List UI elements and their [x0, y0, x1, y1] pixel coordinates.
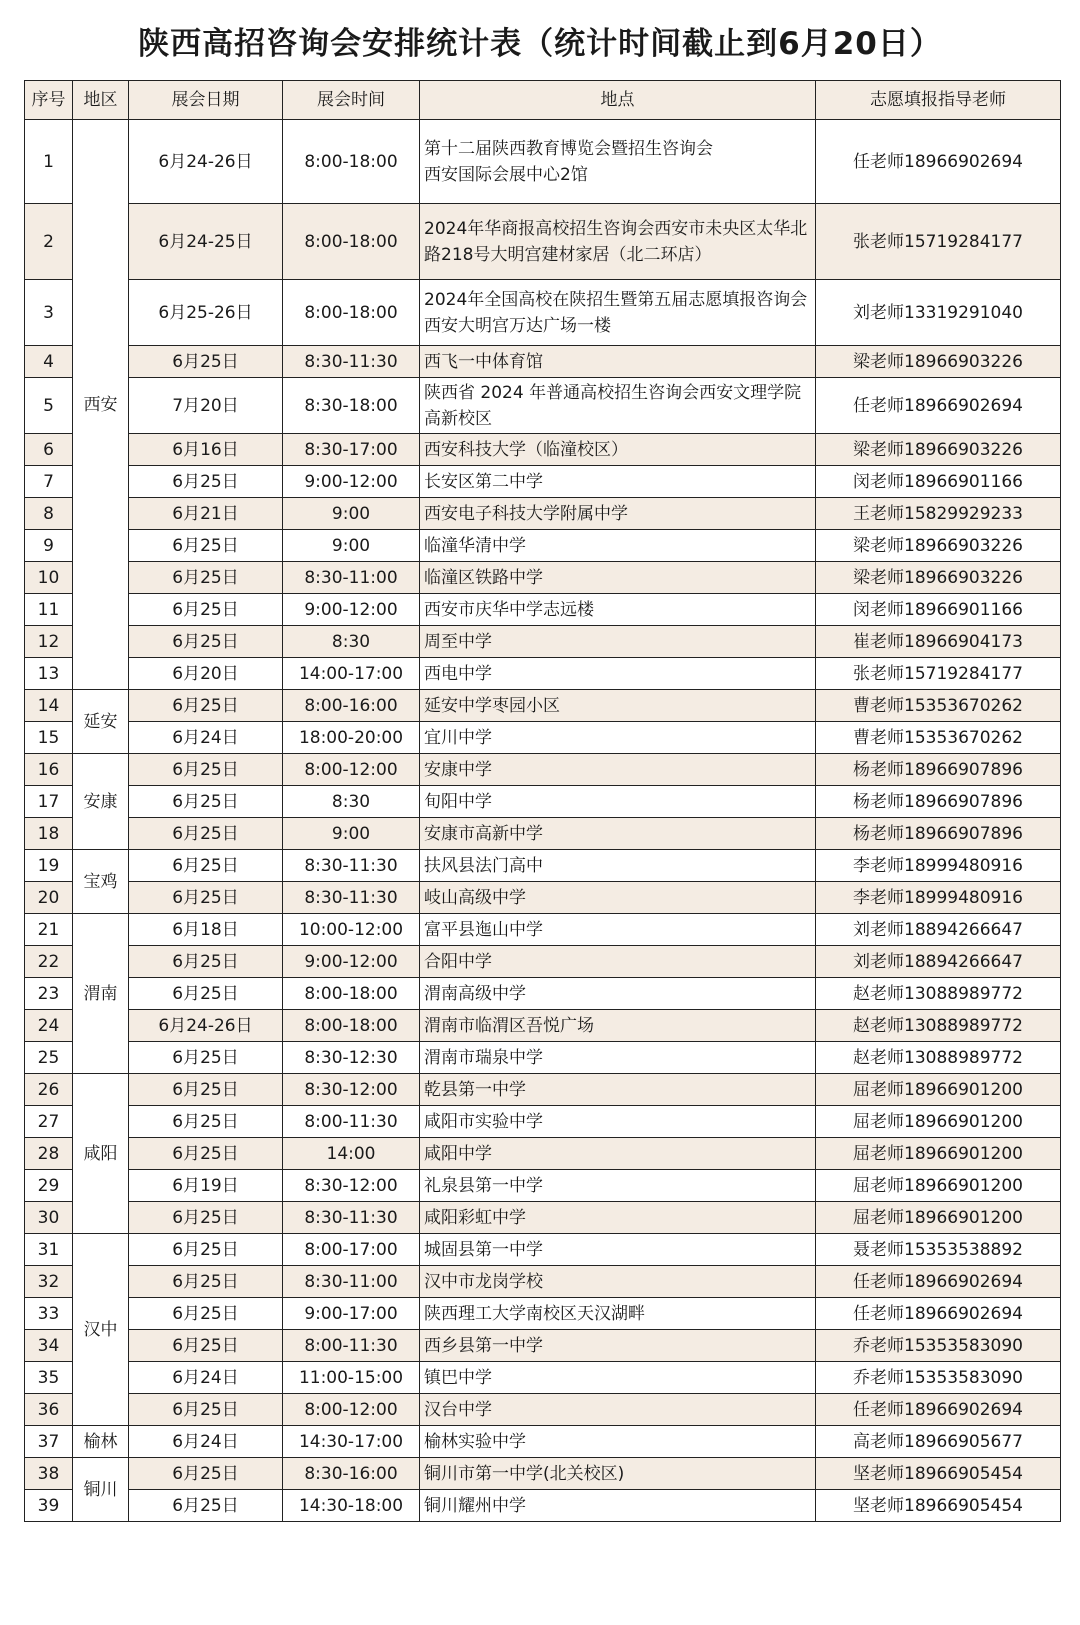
- row-number-cell: 26: [25, 1074, 73, 1106]
- date-cell: 6月24日: [129, 1362, 283, 1394]
- header-no: 序号: [25, 81, 73, 120]
- header-date: 展会日期: [129, 81, 283, 120]
- table-row: [25, 1010, 1061, 1042]
- date-cell: 6月25日: [129, 946, 283, 978]
- teacher-cell: 刘老师18894266647: [816, 946, 1061, 978]
- date-cell: 6月25日: [129, 1490, 283, 1522]
- teacher-cell: 杨老师18966907896: [816, 754, 1061, 786]
- location-cell: 渭南市瑞泉中学: [420, 1042, 816, 1074]
- row-number-cell: 20: [25, 882, 73, 914]
- teacher-cell: 张老师15719284177: [816, 204, 1061, 280]
- table-row: [25, 594, 1061, 626]
- date-cell: 6月25日: [129, 754, 283, 786]
- time-cell: 8:00-18:00: [283, 280, 420, 346]
- teacher-cell: 赵老师13088989772: [816, 1010, 1061, 1042]
- location-cell: 汉中市龙岗学校: [420, 1266, 816, 1298]
- header-row: [25, 81, 1061, 120]
- row-number-cell: 15: [25, 722, 73, 754]
- teacher-cell: 任老师18966902694: [816, 1394, 1061, 1426]
- table-row: [25, 850, 1061, 882]
- table-body: [25, 120, 1061, 1522]
- row-number-cell: 29: [25, 1170, 73, 1202]
- time-cell: 18:00-20:00: [283, 722, 420, 754]
- table-row: [25, 722, 1061, 754]
- teacher-cell: 梁老师18966903226: [816, 562, 1061, 594]
- teacher-cell: 刘老师13319291040: [816, 280, 1061, 346]
- time-cell: 8:00-12:00: [283, 754, 420, 786]
- row-number-cell: 32: [25, 1266, 73, 1298]
- row-number-cell: 8: [25, 498, 73, 530]
- location-cell: 扶风县法门高中: [420, 850, 816, 882]
- time-cell: 9:00-17:00: [283, 1298, 420, 1330]
- location-cell: 合阳中学: [420, 946, 816, 978]
- time-cell: 11:00-15:00: [283, 1362, 420, 1394]
- teacher-cell: 王老师15829929233: [816, 498, 1061, 530]
- time-cell: 8:30-11:30: [283, 346, 420, 378]
- location-cell: 周至中学: [420, 626, 816, 658]
- row-number-cell: 6: [25, 434, 73, 466]
- date-cell: 6月25日: [129, 1330, 283, 1362]
- region-cell: 汉中: [73, 1234, 129, 1426]
- teacher-cell: 坚老师18966905454: [816, 1458, 1061, 1490]
- location-cell: 长安区第二中学: [420, 466, 816, 498]
- row-number-cell: 13: [25, 658, 73, 690]
- time-cell: 8:30-11:30: [283, 882, 420, 914]
- teacher-cell: 李老师18999480916: [816, 882, 1061, 914]
- date-cell: 6月24-26日: [129, 1010, 283, 1042]
- location-cell: 咸阳彩虹中学: [420, 1202, 816, 1234]
- location-cell: 铜川耀州中学: [420, 1490, 816, 1522]
- table-row: [25, 658, 1061, 690]
- location-cell: 宜川中学: [420, 722, 816, 754]
- row-number-cell: 38: [25, 1458, 73, 1490]
- date-cell: 6月25日: [129, 626, 283, 658]
- teacher-cell: 赵老师13088989772: [816, 978, 1061, 1010]
- table-row: [25, 1106, 1061, 1138]
- time-cell: 9:00: [283, 818, 420, 850]
- date-cell: 6月25日: [129, 1266, 283, 1298]
- time-cell: 8:00-18:00: [283, 120, 420, 204]
- location-cell: 旬阳中学: [420, 786, 816, 818]
- header-region: 地区: [73, 81, 129, 120]
- location-cell: 2024年全国高校在陕招生暨第五届志愿填报咨询会 西安大明宫万达广场一楼: [420, 280, 816, 346]
- time-cell: 8:00-17:00: [283, 1234, 420, 1266]
- time-cell: 9:00: [283, 498, 420, 530]
- table-row: [25, 786, 1061, 818]
- location-cell: 镇巴中学: [420, 1362, 816, 1394]
- location-cell: 西安电子科技大学附属中学: [420, 498, 816, 530]
- table-row: [25, 498, 1061, 530]
- date-cell: 6月25日: [129, 818, 283, 850]
- row-number-cell: 31: [25, 1234, 73, 1266]
- teacher-cell: 赵老师13088989772: [816, 1042, 1061, 1074]
- row-number-cell: 21: [25, 914, 73, 946]
- table-row: [25, 434, 1061, 466]
- time-cell: 8:30-11:30: [283, 1202, 420, 1234]
- row-number-cell: 39: [25, 1490, 73, 1522]
- time-cell: 8:30-11:00: [283, 1266, 420, 1298]
- time-cell: 8:30-11:30: [283, 850, 420, 882]
- region-cell: 西安: [73, 120, 129, 690]
- teacher-cell: 李老师18999480916: [816, 850, 1061, 882]
- time-cell: 8:30: [283, 786, 420, 818]
- teacher-cell: 屈老师18966901200: [816, 1074, 1061, 1106]
- table-row: [25, 754, 1061, 786]
- teacher-cell: 任老师18966902694: [816, 120, 1061, 204]
- date-cell: 6月25日: [129, 1138, 283, 1170]
- row-number-cell: 25: [25, 1042, 73, 1074]
- table-row: [25, 280, 1061, 346]
- time-cell: 8:30-12:30: [283, 1042, 420, 1074]
- time-cell: 9:00-12:00: [283, 946, 420, 978]
- table-row: [25, 1234, 1061, 1266]
- teacher-cell: 梁老师18966903226: [816, 346, 1061, 378]
- table-row: [25, 818, 1061, 850]
- teacher-cell: 张老师15719284177: [816, 658, 1061, 690]
- row-number-cell: 19: [25, 850, 73, 882]
- date-cell: 7月20日: [129, 378, 283, 434]
- date-cell: 6月25日: [129, 850, 283, 882]
- location-cell: 岐山高级中学: [420, 882, 816, 914]
- time-cell: 8:00-11:30: [283, 1330, 420, 1362]
- date-cell: 6月25日: [129, 1202, 283, 1234]
- location-cell: 2024年华商报高校招生咨询会西安市未央区太华北路218号大明宫建材家居（北二环店）: [420, 204, 816, 280]
- table-row: [25, 1490, 1061, 1522]
- row-number-cell: 12: [25, 626, 73, 658]
- teacher-cell: 屈老师18966901200: [816, 1106, 1061, 1138]
- location-cell: 城固县第一中学: [420, 1234, 816, 1266]
- row-number-cell: 36: [25, 1394, 73, 1426]
- row-number-cell: 28: [25, 1138, 73, 1170]
- row-number-cell: 2: [25, 204, 73, 280]
- row-number-cell: 14: [25, 690, 73, 722]
- row-number-cell: 16: [25, 754, 73, 786]
- table-row: [25, 204, 1061, 280]
- date-cell: 6月25日: [129, 1458, 283, 1490]
- time-cell: 9:00-12:00: [283, 594, 420, 626]
- table-row: [25, 1362, 1061, 1394]
- location-cell: 陕西理工大学南校区天汉湖畔: [420, 1298, 816, 1330]
- region-cell: 安康: [73, 754, 129, 850]
- row-number-cell: 35: [25, 1362, 73, 1394]
- teacher-cell: 闵老师18966901166: [816, 466, 1061, 498]
- time-cell: 14:00-17:00: [283, 658, 420, 690]
- table-row: [25, 530, 1061, 562]
- time-cell: 10:00-12:00: [283, 914, 420, 946]
- location-cell: 渭南高级中学: [420, 978, 816, 1010]
- location-cell: 富平县迤山中学: [420, 914, 816, 946]
- date-cell: 6月25日: [129, 562, 283, 594]
- teacher-cell: 杨老师18966907896: [816, 786, 1061, 818]
- table-row: [25, 690, 1061, 722]
- location-cell: 铜川市第一中学(北关校区): [420, 1458, 816, 1490]
- header-time: 展会时间: [283, 81, 420, 120]
- location-cell: 西电中学: [420, 658, 816, 690]
- time-cell: 8:30-17:00: [283, 434, 420, 466]
- location-cell: 汉台中学: [420, 1394, 816, 1426]
- row-number-cell: 27: [25, 1106, 73, 1138]
- table-row: [25, 1426, 1061, 1458]
- table-row: [25, 1298, 1061, 1330]
- teacher-cell: 杨老师18966907896: [816, 818, 1061, 850]
- teacher-cell: 屈老师18966901200: [816, 1138, 1061, 1170]
- time-cell: 14:30-18:00: [283, 1490, 420, 1522]
- time-cell: 8:00-18:00: [283, 978, 420, 1010]
- location-cell: 延安中学枣园小区: [420, 690, 816, 722]
- table-row: [25, 946, 1061, 978]
- date-cell: 6月20日: [129, 658, 283, 690]
- row-number-cell: 4: [25, 346, 73, 378]
- location-cell: 乾县第一中学: [420, 1074, 816, 1106]
- date-cell: 6月25-26日: [129, 280, 283, 346]
- date-cell: 6月21日: [129, 498, 283, 530]
- table-row: [25, 914, 1061, 946]
- teacher-cell: 曹老师15353670262: [816, 722, 1061, 754]
- table-row: [25, 1394, 1061, 1426]
- row-number-cell: 5: [25, 378, 73, 434]
- row-number-cell: 7: [25, 466, 73, 498]
- teacher-cell: 梁老师18966903226: [816, 434, 1061, 466]
- region-cell: 宝鸡: [73, 850, 129, 914]
- date-cell: 6月25日: [129, 882, 283, 914]
- region-cell: 延安: [73, 690, 129, 754]
- time-cell: 8:30-12:00: [283, 1170, 420, 1202]
- date-cell: 6月24-26日: [129, 120, 283, 204]
- location-cell: 临潼华清中学: [420, 530, 816, 562]
- date-cell: 6月25日: [129, 466, 283, 498]
- table-row: [25, 1266, 1061, 1298]
- time-cell: 8:30-16:00: [283, 1458, 420, 1490]
- time-cell: 8:00-16:00: [283, 690, 420, 722]
- location-cell: 礼泉县第一中学: [420, 1170, 816, 1202]
- date-cell: 6月16日: [129, 434, 283, 466]
- teacher-cell: 梁老师18966903226: [816, 530, 1061, 562]
- row-number-cell: 1: [25, 120, 73, 204]
- location-cell: 西安市庆华中学志远楼: [420, 594, 816, 626]
- date-cell: 6月25日: [129, 1106, 283, 1138]
- teacher-cell: 乔老师15353583090: [816, 1330, 1061, 1362]
- table-row: [25, 1458, 1061, 1490]
- time-cell: 14:30-17:00: [283, 1426, 420, 1458]
- location-cell: 西安科技大学（临潼校区）: [420, 434, 816, 466]
- time-cell: 8:30: [283, 626, 420, 658]
- date-cell: 6月18日: [129, 914, 283, 946]
- teacher-cell: 任老师18966902694: [816, 1266, 1061, 1298]
- time-cell: 9:00: [283, 530, 420, 562]
- table-row: [25, 882, 1061, 914]
- time-cell: 8:00-11:30: [283, 1106, 420, 1138]
- date-cell: 6月25日: [129, 690, 283, 722]
- date-cell: 6月24日: [129, 1426, 283, 1458]
- table-row: [25, 626, 1061, 658]
- row-number-cell: 17: [25, 786, 73, 818]
- date-cell: 6月25日: [129, 1394, 283, 1426]
- table-row: [25, 562, 1061, 594]
- teacher-cell: 崔老师18966904173: [816, 626, 1061, 658]
- row-number-cell: 37: [25, 1426, 73, 1458]
- teacher-cell: 屈老师18966901200: [816, 1170, 1061, 1202]
- teacher-cell: 聂老师15353538892: [816, 1234, 1061, 1266]
- location-cell: 渭南市临渭区吾悦广场: [420, 1010, 816, 1042]
- row-number-cell: 10: [25, 562, 73, 594]
- header-location: 地点: [420, 81, 816, 120]
- teacher-cell: 乔老师15353583090: [816, 1362, 1061, 1394]
- location-cell: 咸阳中学: [420, 1138, 816, 1170]
- location-cell: 安康市高新中学: [420, 818, 816, 850]
- date-cell: 6月25日: [129, 1234, 283, 1266]
- location-cell: 陕西省 2024 年普通高校招生咨询会西安文理学院高新校区: [420, 378, 816, 434]
- table-row: [25, 346, 1061, 378]
- teacher-cell: 闵老师18966901166: [816, 594, 1061, 626]
- schedule-table: [24, 80, 1061, 1522]
- location-cell: 西乡县第一中学: [420, 1330, 816, 1362]
- row-number-cell: 24: [25, 1010, 73, 1042]
- row-number-cell: 33: [25, 1298, 73, 1330]
- table-row: [25, 466, 1061, 498]
- table-row: [25, 1074, 1061, 1106]
- row-number-cell: 30: [25, 1202, 73, 1234]
- date-cell: 6月25日: [129, 1298, 283, 1330]
- row-number-cell: 9: [25, 530, 73, 562]
- date-cell: 6月24-25日: [129, 204, 283, 280]
- teacher-cell: 坚老师18966905454: [816, 1490, 1061, 1522]
- date-cell: 6月25日: [129, 530, 283, 562]
- teacher-cell: 曹老师15353670262: [816, 690, 1061, 722]
- location-cell: 第十二届陕西教育博览会暨招生咨询会 西安国际会展中心2馆: [420, 120, 816, 204]
- region-cell: 咸阳: [73, 1074, 129, 1234]
- region-cell: 铜川: [73, 1458, 129, 1522]
- location-cell: 咸阳市实验中学: [420, 1106, 816, 1138]
- teacher-cell: 刘老师18894266647: [816, 914, 1061, 946]
- date-cell: 6月25日: [129, 1074, 283, 1106]
- row-number-cell: 18: [25, 818, 73, 850]
- table-row: [25, 120, 1061, 204]
- row-number-cell: 22: [25, 946, 73, 978]
- time-cell: 8:00-18:00: [283, 1010, 420, 1042]
- location-cell: 西飞一中体育馆: [420, 346, 816, 378]
- location-cell: 榆林实验中学: [420, 1426, 816, 1458]
- row-number-cell: 23: [25, 978, 73, 1010]
- region-cell: 榆林: [73, 1426, 129, 1458]
- date-cell: 6月19日: [129, 1170, 283, 1202]
- time-cell: 14:00: [283, 1138, 420, 1170]
- teacher-cell: 高老师18966905677: [816, 1426, 1061, 1458]
- table-row: [25, 378, 1061, 434]
- time-cell: 8:30-11:00: [283, 562, 420, 594]
- row-number-cell: 3: [25, 280, 73, 346]
- location-cell: 安康中学: [420, 754, 816, 786]
- region-cell: 渭南: [73, 914, 129, 1074]
- table-row: [25, 1202, 1061, 1234]
- date-cell: 6月25日: [129, 594, 283, 626]
- date-cell: 6月25日: [129, 786, 283, 818]
- date-cell: 6月25日: [129, 346, 283, 378]
- row-number-cell: 11: [25, 594, 73, 626]
- table-row: [25, 978, 1061, 1010]
- teacher-cell: 屈老师18966901200: [816, 1202, 1061, 1234]
- location-cell: 临潼区铁路中学: [420, 562, 816, 594]
- table-row: [25, 1330, 1061, 1362]
- page-title: 陕西高招咨询会安排统计表（统计时间截止到6月20日）: [138, 26, 942, 62]
- date-cell: 6月25日: [129, 978, 283, 1010]
- time-cell: 8:00-12:00: [283, 1394, 420, 1426]
- teacher-cell: 任老师18966902694: [816, 1298, 1061, 1330]
- table-row: [25, 1042, 1061, 1074]
- row-number-cell: 34: [25, 1330, 73, 1362]
- date-cell: 6月24日: [129, 722, 283, 754]
- table-row: [25, 1138, 1061, 1170]
- table-row: [25, 1170, 1061, 1202]
- teacher-cell: 任老师18966902694: [816, 378, 1061, 434]
- time-cell: 8:30-12:00: [283, 1074, 420, 1106]
- date-cell: 6月25日: [129, 1042, 283, 1074]
- time-cell: 9:00-12:00: [283, 466, 420, 498]
- time-cell: 8:00-18:00: [283, 204, 420, 280]
- time-cell: 8:30-18:00: [283, 378, 420, 434]
- header-teacher: 志愿填报指导老师: [816, 81, 1061, 120]
